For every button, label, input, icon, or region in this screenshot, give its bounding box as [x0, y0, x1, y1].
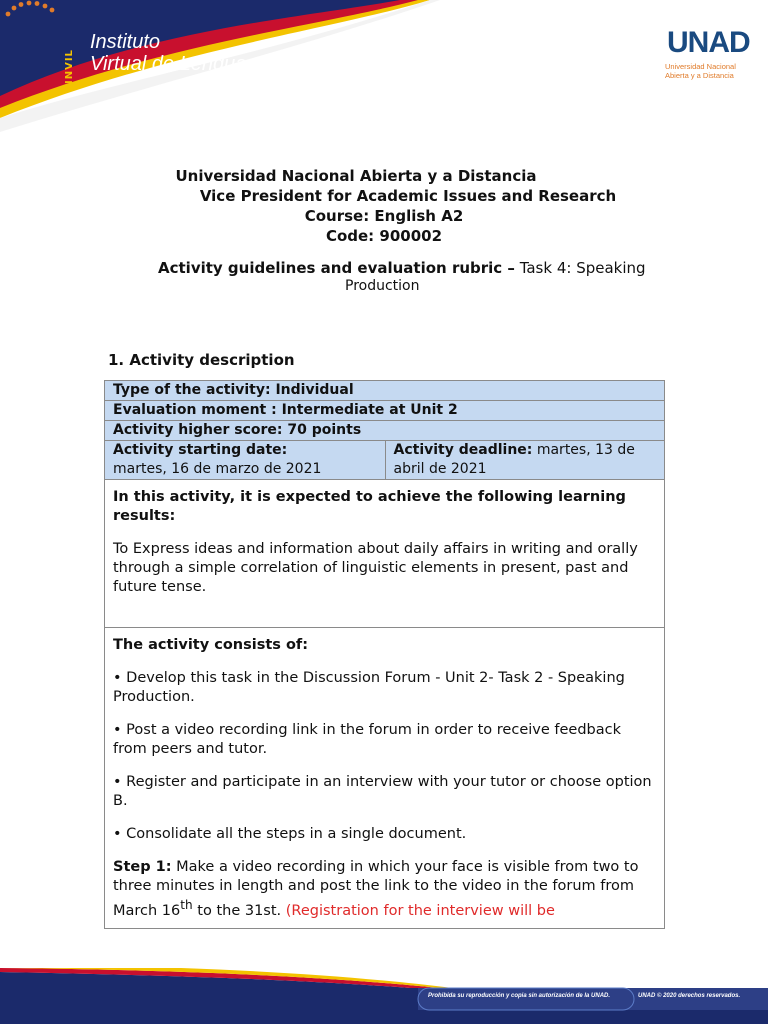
activity-table	[104, 380, 665, 929]
deadline-label: Activity deadline:	[393, 442, 533, 458]
guidelines-title-task-line2: Production	[345, 278, 420, 294]
university-title: Universidad Nacional Abierta y a Distancia	[175, 167, 537, 185]
institute-name-line2: Virtual de Lenguas	[90, 53, 257, 75]
institute-name-line1: Instituto	[90, 31, 161, 53]
activity-score: Activity higher score: 70 points	[113, 422, 362, 438]
ivl-vertical-tag: INVIL	[64, 49, 75, 84]
start-date-cell	[105, 441, 385, 479]
footer-notice: Prohibida su reproducción y copia sin autorización de la UNAD.	[428, 993, 611, 999]
course-title: Course: English A2	[304, 207, 464, 225]
list-item: • Develop this task in the Discussion Forum - Unit 2- Task 2 - Speaking Production.	[113, 670, 625, 705]
table-row-moment	[105, 401, 664, 421]
step1-superscript: th	[180, 898, 193, 912]
guidelines-title	[158, 258, 646, 278]
activity-consists-heading: The activity consists of:	[113, 637, 309, 653]
start-date-value: martes, 16 de marzo de 2021	[113, 461, 322, 477]
unad-subtitle-line2: Abierta y a Distancia	[665, 71, 734, 80]
section-heading: 1. Activity description	[108, 351, 295, 369]
step1-text-end: to the 31st.	[192, 902, 286, 919]
code-title: Code: 900002	[325, 227, 443, 245]
table-row-score	[105, 421, 664, 441]
activity-type: Type of the activity: Individual	[113, 382, 354, 398]
guidelines-title-task: Task 4: Speaking	[514, 259, 646, 277]
step1-label: Step 1:	[113, 859, 172, 875]
start-date-label: Activity starting date:	[113, 442, 288, 458]
step1-paragraph	[113, 858, 656, 921]
unad-logo-icon	[0, 0, 80, 70]
expected-results-text: To Express ideas and information about daily affairs in writing and orally through a simple correlation of linguistic elements in present, past and future tense.	[113, 541, 638, 595]
list-item: • Consolidate all the steps in a single document.	[113, 826, 467, 842]
table-row-type	[105, 381, 664, 401]
unad-subtitle-line1: Universidad Nacional	[665, 62, 736, 71]
header-banner	[0, 0, 768, 140]
evaluation-moment: Evaluation moment : Intermediate at Unit 2	[113, 402, 458, 418]
activity-consists-block	[105, 628, 664, 928]
table-row-expected-results	[105, 480, 664, 628]
list-item: • Register and participate in an interview with your tutor or choose option B.	[113, 774, 652, 809]
table-row-dates	[105, 441, 664, 480]
step1-text: Make a video recording in which your face is visible from two to three minutes in length and post the link to the video in the forum from March 16	[113, 859, 639, 919]
table-row-activity-consists	[105, 628, 664, 928]
deadline-cell	[385, 441, 665, 479]
unad-wordmark: UNAD	[667, 26, 750, 59]
footer-copyright: UNAD © 2020 derechos reservados.	[638, 993, 741, 999]
vice-president-title: Vice President for Academic Issues and Research	[199, 187, 617, 205]
expected-results-block	[105, 480, 664, 607]
deadline-value: martes, 13 de abril de 2021	[393, 442, 635, 477]
expected-results-heading: In this activity, it is expected to achieve the following learning results:	[113, 489, 626, 524]
list-item: • Post a video recording link in the forum in order to receive feedback from peers and tutor.	[113, 722, 621, 757]
guidelines-title-bold: Activity guidelines and evaluation rubric –	[158, 259, 515, 277]
step1-registration-note: (Registration for the interview will be	[285, 902, 555, 919]
